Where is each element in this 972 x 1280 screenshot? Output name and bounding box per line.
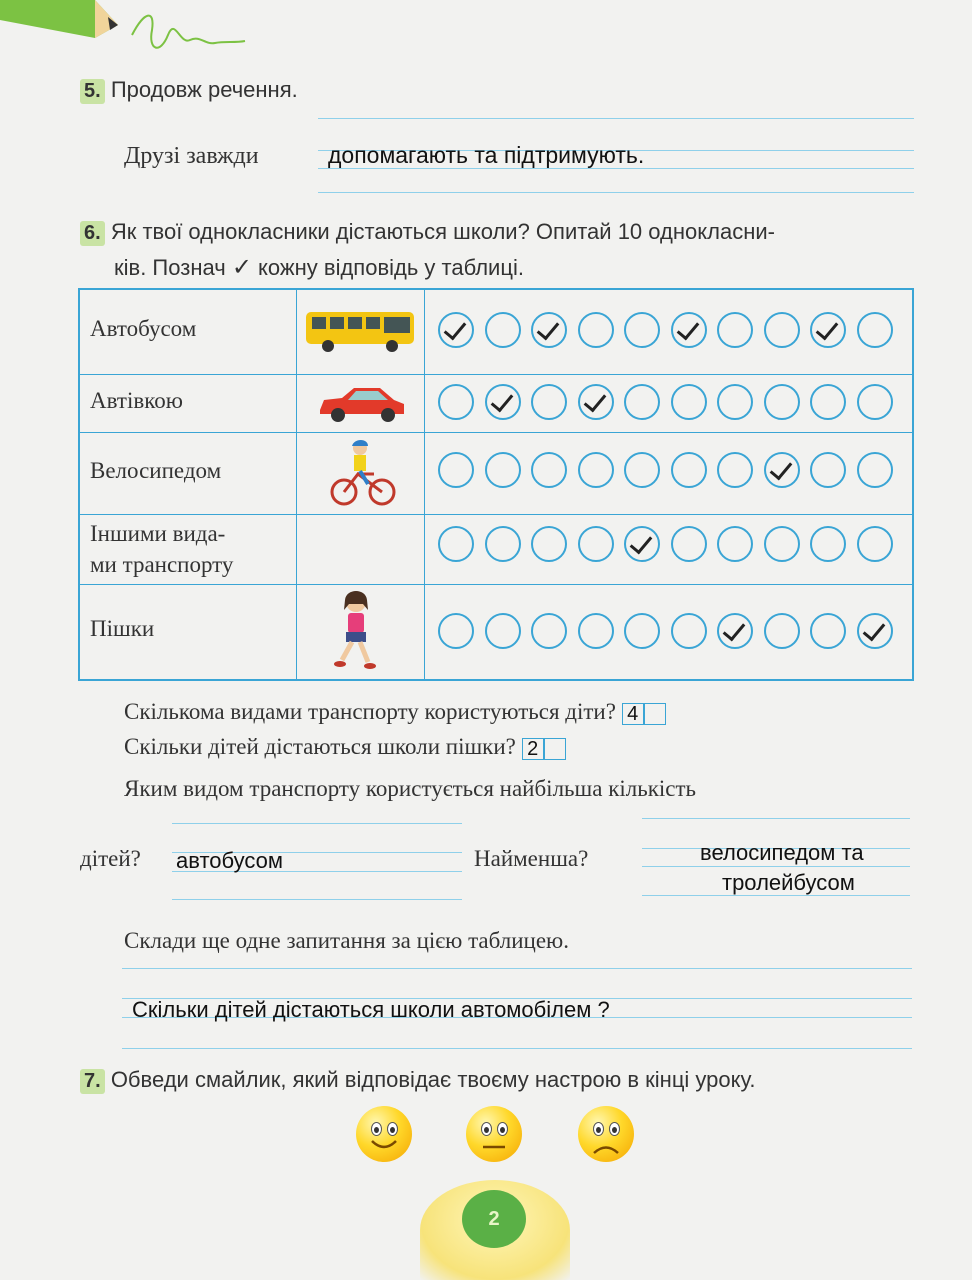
empty-circle[interactable]: [764, 613, 800, 649]
empty-circle[interactable]: [485, 452, 521, 488]
writing-line: [122, 968, 912, 969]
writing-line: [642, 818, 910, 819]
checkmark-icon: ✓: [231, 254, 252, 281]
walking-girl-icon: [328, 588, 384, 679]
task7-header: [80, 1067, 940, 1094]
question-5-answer: Скільки дітей дістаються школи автомобілем ?: [132, 997, 610, 1022]
empty-circle[interactable]: [624, 613, 660, 649]
checked-circle[interactable]: [764, 452, 800, 488]
answer-box[interactable]: [522, 738, 544, 760]
question-4-answer-line2: тролейбусом: [722, 870, 855, 895]
task6-text-line1: Як твої однокласники дістаються школи? Опитай 10 однокласни-: [110, 219, 775, 244]
task6-text-line2-after: кожну відповідь у таблиці.: [258, 255, 524, 280]
empty-circle[interactable]: [438, 526, 474, 562]
empty-circle[interactable]: [438, 452, 474, 488]
checked-circle[interactable]: [578, 384, 614, 420]
writing-line: [318, 192, 914, 193]
task5-prompt: Друзі завжди: [124, 143, 259, 169]
row-label-line1: Іншими вида-: [90, 521, 226, 546]
empty-circle[interactable]: [485, 312, 521, 348]
question-2: [124, 734, 566, 760]
row-label: Пішки: [90, 616, 155, 641]
question-1: [124, 699, 666, 725]
row-label: Автобусом: [90, 316, 197, 341]
question-4-text: Найменша?: [474, 846, 589, 871]
empty-circle[interactable]: [857, 312, 893, 348]
bicycle-icon: [330, 438, 396, 513]
answer-box[interactable]: [544, 738, 566, 760]
empty-circle[interactable]: [624, 384, 660, 420]
question-3-text: Яким видом транспорту користується найбільша кількість: [124, 776, 697, 801]
swirl-decoration-icon: [130, 5, 250, 60]
writing-line: [642, 866, 910, 867]
row-label: [90, 518, 233, 580]
empty-circle[interactable]: [717, 452, 753, 488]
neutral-smiley-icon[interactable]: [466, 1106, 522, 1162]
empty-circle[interactable]: [438, 613, 474, 649]
empty-circle[interactable]: [578, 312, 614, 348]
empty-circle[interactable]: [810, 452, 846, 488]
question-4-answer-line1: велосипедом та: [700, 840, 864, 865]
checked-circle[interactable]: [531, 312, 567, 348]
writing-line: [318, 118, 914, 119]
task5-number: 5.: [80, 79, 105, 104]
task5-text: Продовж речення.: [110, 77, 298, 102]
empty-circle[interactable]: [717, 384, 753, 420]
empty-circle[interactable]: [857, 452, 893, 488]
row-label: Велосипедом: [90, 458, 222, 483]
pencil-decoration-icon: [0, 0, 130, 40]
task6-header: [80, 219, 920, 246]
empty-circle[interactable]: [717, 312, 753, 348]
task7-number: 7.: [80, 1069, 105, 1094]
empty-circle[interactable]: [531, 613, 567, 649]
empty-circle[interactable]: [857, 526, 893, 562]
sad-smiley-icon[interactable]: [578, 1106, 634, 1162]
empty-circle[interactable]: [764, 384, 800, 420]
task6-text-line2-before: ків. Познач: [114, 255, 226, 280]
answer-box[interactable]: [644, 703, 666, 725]
empty-circle[interactable]: [810, 526, 846, 562]
writing-line: [122, 1048, 912, 1049]
question-1-text: Скількома видами транспорту користуються діти?: [124, 699, 616, 724]
row-label: Автівкою: [90, 388, 183, 413]
bus-icon: [304, 308, 418, 359]
question-2-text: Скільки дітей дістаються школи пішки?: [124, 734, 516, 759]
checked-circle[interactable]: [624, 526, 660, 562]
empty-circle[interactable]: [671, 452, 707, 488]
task5-header: [80, 77, 298, 104]
question-3-answer: автобусом: [176, 848, 283, 873]
question-1-answer: 4: [627, 702, 639, 725]
empty-circle[interactable]: [810, 613, 846, 649]
car-icon: [316, 380, 408, 429]
task6-header-line2: [114, 253, 524, 282]
empty-circle[interactable]: [857, 384, 893, 420]
empty-circle[interactable]: [671, 613, 707, 649]
empty-circle[interactable]: [485, 526, 521, 562]
checked-circle[interactable]: [717, 613, 753, 649]
writing-line: [172, 899, 462, 900]
empty-circle[interactable]: [531, 384, 567, 420]
empty-circle[interactable]: [624, 312, 660, 348]
empty-circle[interactable]: [717, 526, 753, 562]
writing-line: [172, 823, 462, 824]
question-5-text: Склади ще одне запитання за цією таблицею.: [124, 928, 569, 953]
empty-circle[interactable]: [438, 384, 474, 420]
empty-circle[interactable]: [764, 312, 800, 348]
task5-answer: допомагають та підтримують.: [328, 142, 645, 168]
question-3-cont: дітей?: [80, 846, 141, 871]
checked-circle[interactable]: [438, 312, 474, 348]
empty-circle[interactable]: [578, 452, 614, 488]
empty-circle[interactable]: [578, 613, 614, 649]
answer-box[interactable]: [622, 703, 644, 725]
task6-number: 6.: [80, 221, 105, 246]
checked-circle[interactable]: [485, 384, 521, 420]
empty-circle[interactable]: [764, 526, 800, 562]
empty-circle[interactable]: [531, 526, 567, 562]
empty-circle[interactable]: [671, 384, 707, 420]
empty-circle[interactable]: [624, 452, 660, 488]
question-2-answer: 2: [527, 737, 539, 760]
empty-circle[interactable]: [578, 526, 614, 562]
row-label-line2: ми транспорту: [90, 552, 234, 577]
checked-circle[interactable]: [671, 312, 707, 348]
empty-circle[interactable]: [531, 452, 567, 488]
empty-circle[interactable]: [671, 526, 707, 562]
empty-circle[interactable]: [485, 613, 521, 649]
empty-circle[interactable]: [810, 384, 846, 420]
checked-circle[interactable]: [810, 312, 846, 348]
checked-circle[interactable]: [857, 613, 893, 649]
happy-smiley-icon[interactable]: [356, 1106, 412, 1162]
page-number: 2: [462, 1190, 526, 1248]
task7-text: Обведи смайлик, який відповідає твоєму настрою в кінці уроку.: [110, 1067, 756, 1092]
